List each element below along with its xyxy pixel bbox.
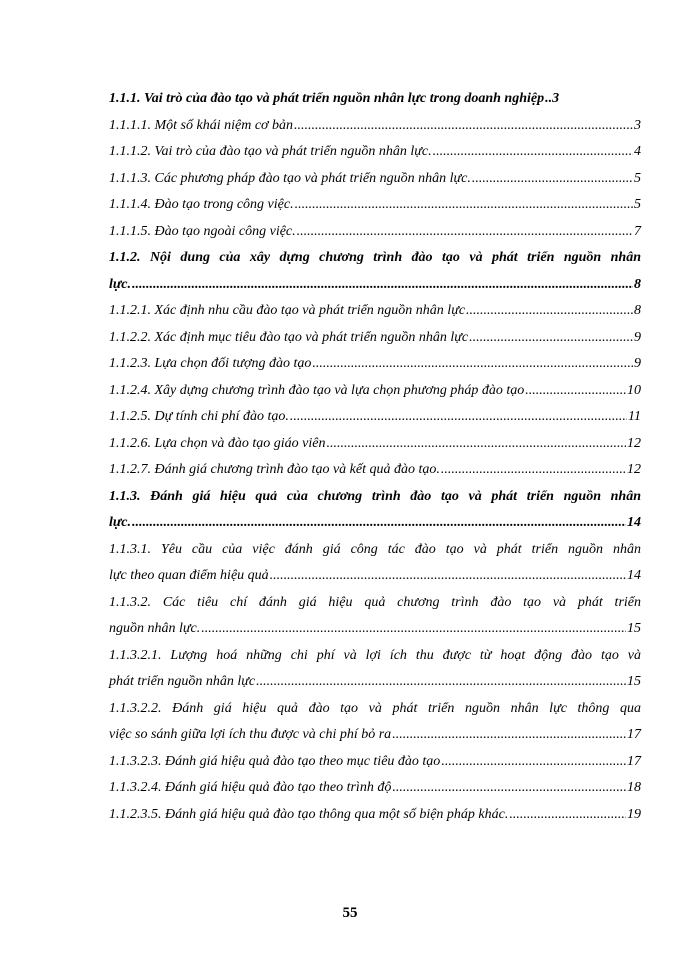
toc-entry-1-1-3-2-4[interactable] — [109, 775, 641, 802]
toc-entry-text: 1.1.1.4. Đào tạo trong công việc. — [109, 197, 294, 212]
toc-entry-1-1-3-2[interactable] — [109, 590, 641, 643]
page-number: 55 — [342, 905, 358, 921]
toc-entry-text: 1.1.2.7. Đánh giá chương trình đào tạo và kết quả đào tạo. — [109, 462, 440, 477]
toc-entry-text-line2: việc so sánh giữa lợi ích thu được và chi phí bỏ ra — [109, 727, 392, 742]
toc-entry-text: 1.1.1.5. Đào tạo ngoài công việc. — [109, 223, 296, 239]
toc-entry-text-line1: 1.1.3. Đánh giá hiệu quả của chương trình đào tạo và phát triển nguồn nhân — [109, 488, 641, 504]
toc-entry-1-1-3-2-3[interactable] — [109, 749, 641, 776]
toc-entry-page: 4 — [634, 144, 641, 159]
toc-entry-1-1-3-1[interactable] — [109, 537, 641, 590]
toc-entry-1-1-1-1[interactable] — [109, 113, 641, 140]
toc-entry-1-1-1-3[interactable] — [109, 166, 641, 193]
toc-entry-page: 5 — [634, 170, 641, 186]
toc-entry-text: 1.1.1.3. Các phương pháp đào tạo và phát triển nguồn nhân lực. — [109, 170, 471, 186]
toc-entry-page: 11 — [628, 409, 641, 424]
toc-entry-text-line2: phát triển nguồn nhân lực — [109, 674, 256, 689]
toc-entry-1-1-3-2-1[interactable] — [109, 643, 641, 696]
toc-entry-text: 1.1.2.2. Xác định mục tiêu đào tạo và phát triển nguồn nhân lực — [109, 329, 469, 345]
toc-entry-text: 1.1.2.3. Lựa chọn đối tượng đào tạo — [109, 356, 312, 371]
toc-entry-1-1-1-5[interactable] — [109, 219, 641, 246]
toc-entry-page: 15 — [627, 621, 641, 636]
toc-entry-text: 1.1.1.2. Vai trò của đào tạo và phát triển nguồn nhân lực. — [109, 144, 432, 159]
toc-entry-text-line1: 1.1.3.2.1. Lượng hoá những chi phí và lợi ích thu được từ hoạt động đào tạo và — [109, 647, 641, 663]
toc-entry-text: 1.1.1.1. Một số khái niệm cơ bản — [109, 117, 294, 133]
toc-entry-page: 12 — [627, 462, 641, 477]
toc-entry-1-1-2-5[interactable] — [109, 404, 641, 431]
toc-entry-text-line1: 1.1.3.2.2. Đánh giá hiệu quả đào tạo và phát triển nguồn nhân lực thông qua — [109, 700, 641, 716]
toc-entry-text-line1: 1.1.3.2. Các tiêu chí đánh giá hiệu quả chương trình đào tạo và phát triển — [109, 594, 641, 610]
toc-entry-1-1-2-2[interactable] — [109, 325, 641, 352]
toc-entry-text: 1.1.2.3.5. Đánh giá hiệu quả đào tạo thông qua một số biện pháp khác. — [109, 806, 509, 822]
toc-entry-1-1-2-6[interactable] — [109, 431, 641, 458]
toc-entry-page: 12 — [627, 435, 641, 451]
toc-entry-1-1-1-2[interactable] — [109, 139, 641, 166]
toc-entry-text: 1.1.2.5. Dự tính chi phí đào tạo. — [109, 409, 289, 424]
toc-entry-page: 8 — [634, 276, 641, 292]
toc-entry-page: 15 — [627, 674, 641, 689]
toc-entry-1-1-2-1[interactable] — [109, 298, 641, 325]
toc-entry-page: 9 — [634, 329, 641, 345]
toc-entry-1-1-1[interactable] — [109, 86, 641, 113]
toc-entry-text-line2: lực. — [109, 515, 131, 530]
toc-entry-text: 1.1.1. Vai trò của đào tạo và phát triển nguồn nhân lực trong doanh nghiệp — [109, 91, 545, 106]
toc-entry-page: 17 — [627, 727, 641, 742]
toc-entry-1-1-3[interactable] — [109, 484, 641, 537]
toc-entry-page: 9 — [634, 356, 641, 371]
toc-entry-page: 5 — [634, 197, 641, 212]
toc-entry-1-1-2-7[interactable] — [109, 457, 641, 484]
toc-entry-page: 18 — [627, 780, 641, 795]
toc-entry-text: 1.1.2.1. Xác định nhu cầu đào tạo và phát triển nguồn nhân lực — [109, 303, 466, 318]
toc-entry-1-1-2-3-5[interactable] — [109, 802, 641, 829]
toc-entry-text-line2: nguồn nhân lực. — [109, 621, 201, 636]
toc-entry-1-1-2[interactable] — [109, 245, 641, 298]
toc-entry-text: 1.1.3.2.3. Đánh giá hiệu quả đào tạo theo mục tiêu đào tạo — [109, 753, 441, 769]
toc-entry-1-1-2-3[interactable] — [109, 351, 641, 378]
toc-entry-text-line2: lực. — [109, 276, 131, 292]
toc-entry-1-1-1-4[interactable] — [109, 192, 641, 219]
toc-entry-page: 7 — [634, 223, 641, 239]
toc-entry-1-1-3-2-2[interactable] — [109, 696, 641, 749]
toc-entry-page: 10 — [627, 382, 641, 398]
toc-entry-text-line1: 1.1.3.1. Yêu cầu của việc đánh giá công tác đào tạo và phát triển nguồn nhân — [109, 541, 641, 557]
toc-entry-text: 1.1.2.4. Xây dựng chương trình đào tạo và lựa chọn phương pháp đào tạo — [109, 382, 525, 398]
toc-entry-page: 19 — [627, 806, 641, 822]
toc-entry-page: 3 — [634, 117, 641, 133]
toc-entry-page: 14 — [627, 568, 641, 583]
toc-entry-1-1-2-4[interactable] — [109, 378, 641, 405]
toc-entry-page: 17 — [627, 753, 641, 769]
toc-entry-page: 8 — [634, 303, 641, 318]
table-of-contents — [109, 86, 641, 828]
toc-entry-page: 14 — [627, 515, 641, 530]
toc-entry-page: 3 — [552, 91, 560, 106]
toc-entry-text: 1.1.3.2.4. Đánh giá hiệu quả đào tạo theo trình độ — [109, 780, 392, 795]
toc-entry-text-line1: 1.1.2. Nội dung của xây dựng chương trình đào tạo và phát triển nguồn nhân — [109, 250, 641, 265]
toc-entry-text-line2: lực theo quan điểm hiệu quả — [109, 568, 269, 583]
toc-entry-text: 1.1.2.6. Lựa chọn và đào tạo giáo viên — [109, 435, 326, 451]
